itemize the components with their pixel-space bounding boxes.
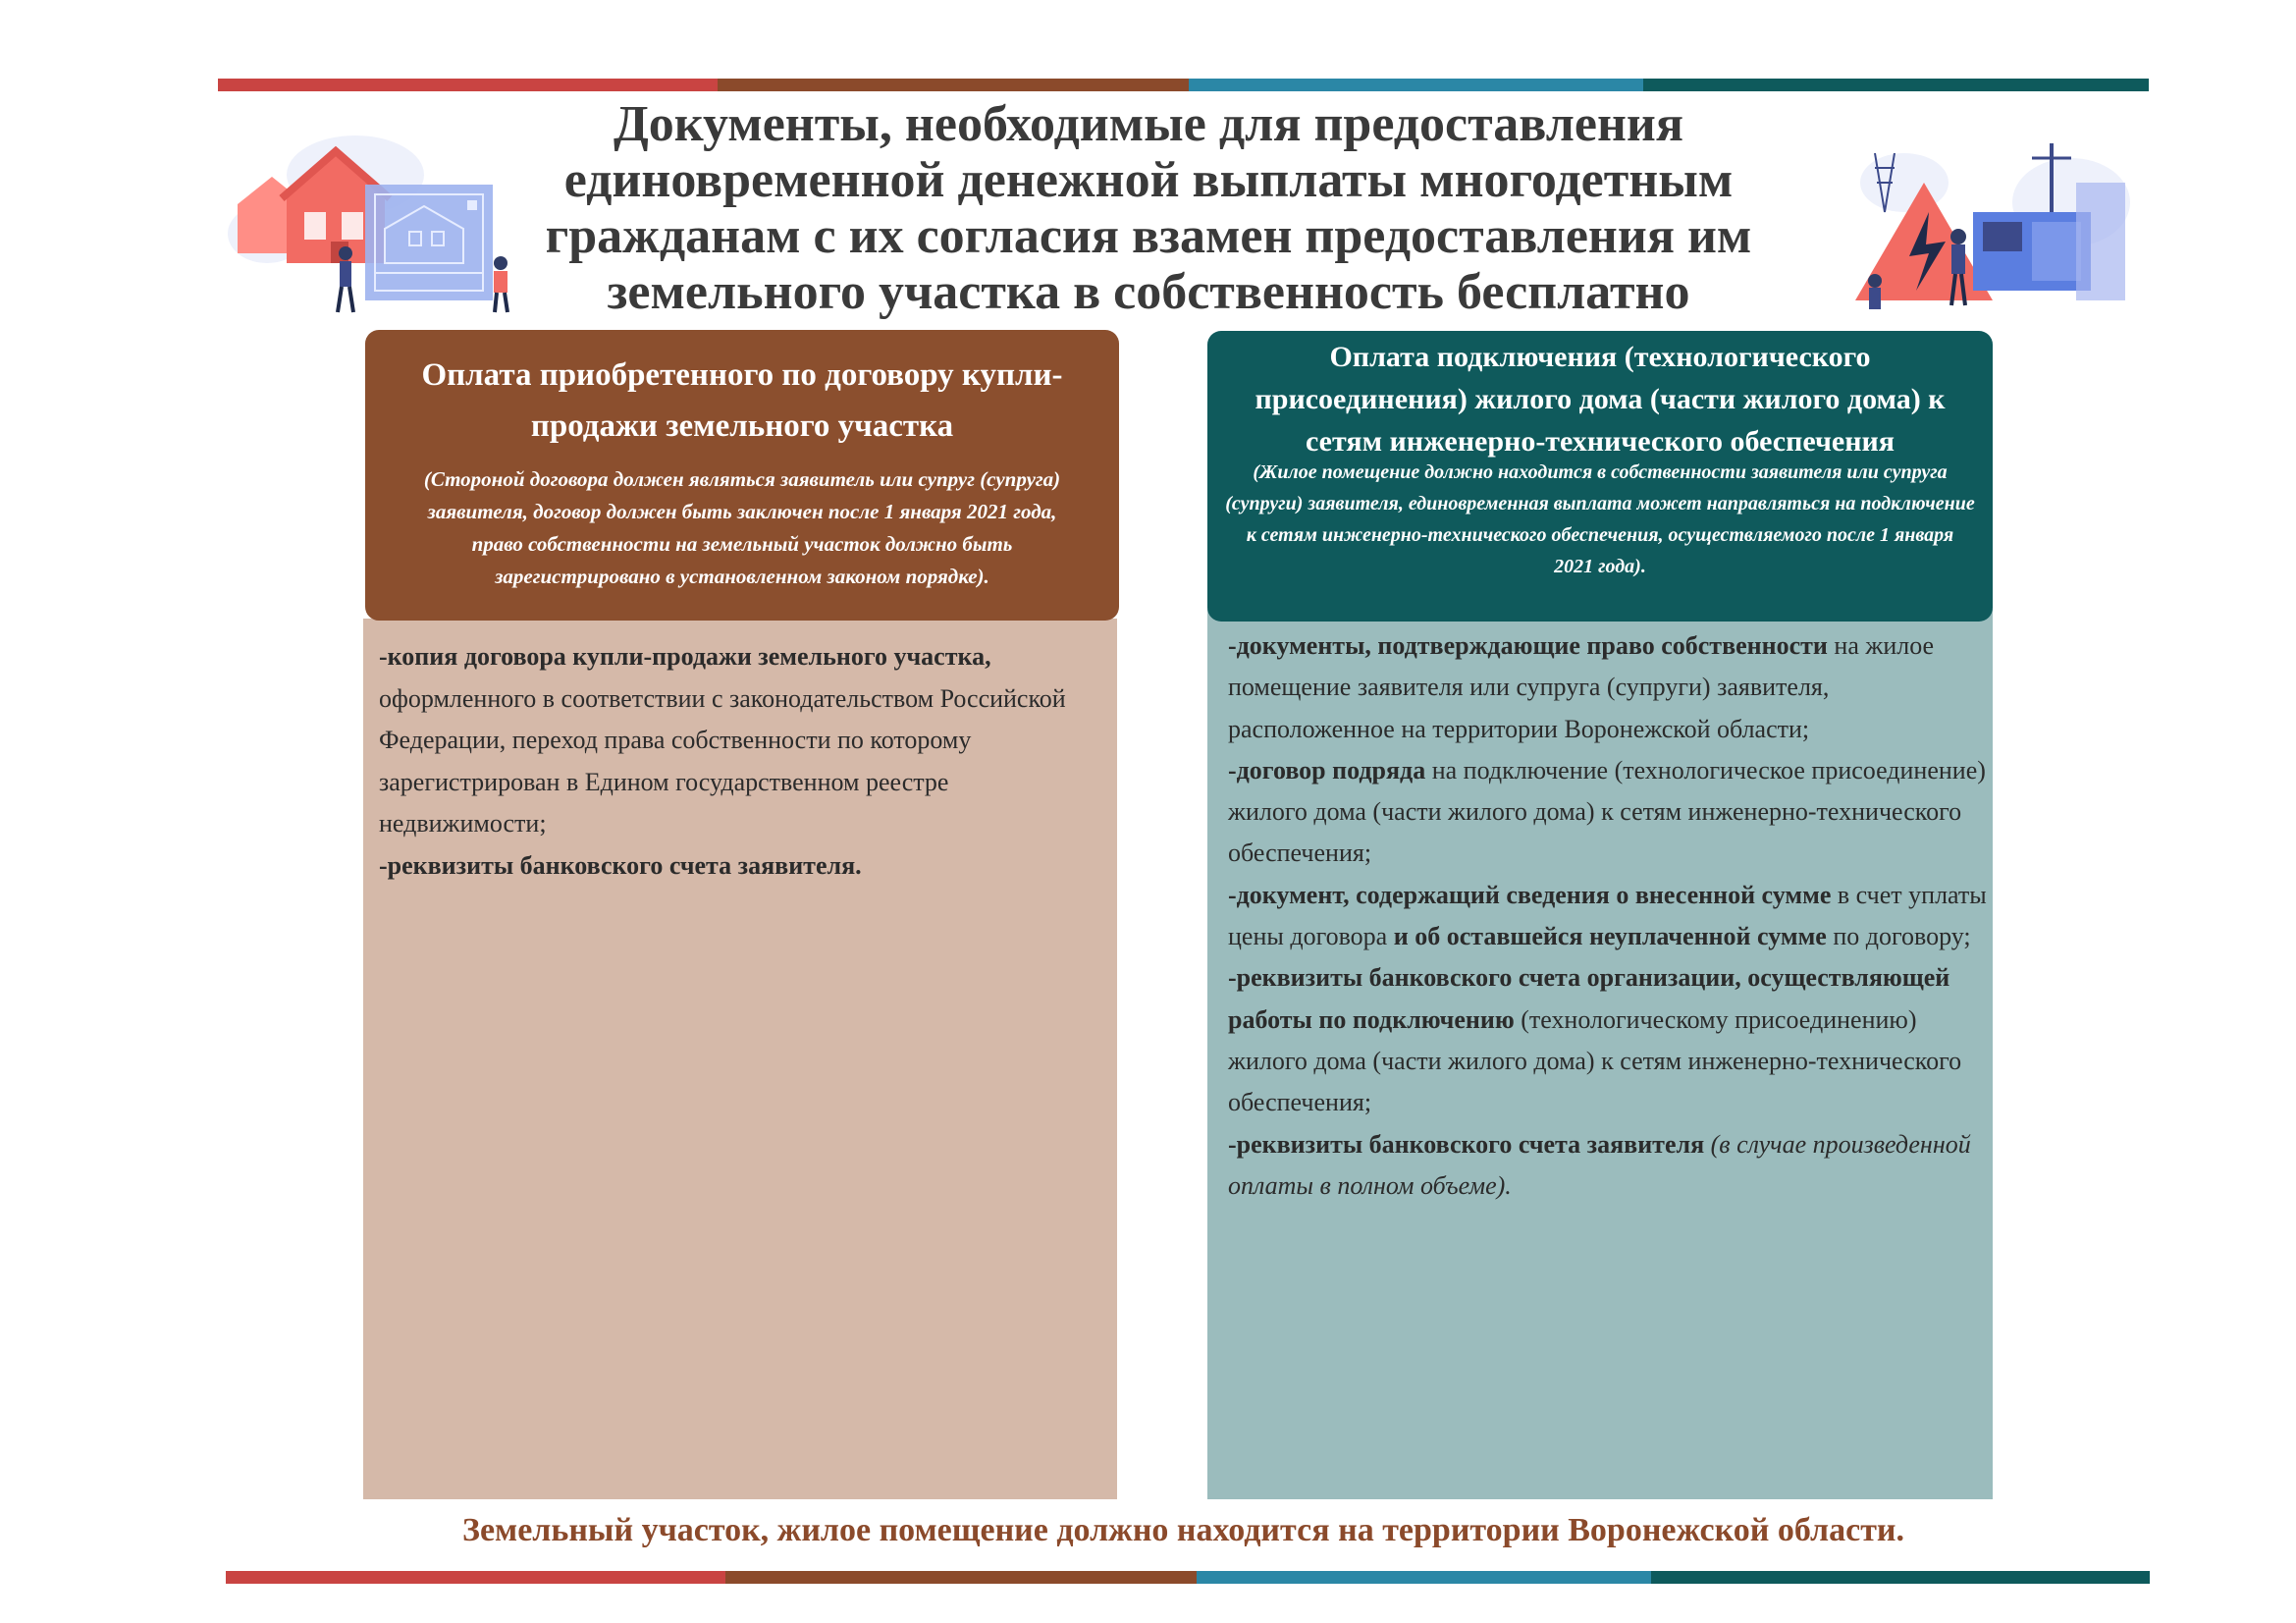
house-connection-title: Оплата подключения (технологического присоединения) жилого дома (части жилого дома) к сетям инженерно-технического обеспечения <box>1255 341 1946 458</box>
list-item: -договор подряда на подключение (технологическое присоединение) жилого дома (части жилого дома) к сетям инженерно-технического обеспечения; <box>1228 755 1986 868</box>
list-item: -реквизиты банковского счета организации, осуществляющей работы по подключению (технологическому присоединению) жилого дома (части жилого дома) к сетям инженерно-технического обеспечения; <box>1228 963 1962 1117</box>
page-title: Документы, необходимые для предоставления единовременной денежной выплаты многодетным гражданам с их согласия взамен предоставления им земельного участка в собственность бесплатно <box>545 96 1752 320</box>
list-item: -копия договора купли-продажи земельного участка, оформленного в соответствии с законодательством Российской Федерации, переход права собственности по которому зарегистрирован в Едином государственном реестре недвижимости; <box>379 642 1066 838</box>
top-color-stripe <box>218 79 2149 91</box>
list-item: -реквизиты банковского счета заявителя (в случае произведенной оплаты в полном объеме). <box>1228 1129 1971 1200</box>
bottom-color-stripe <box>226 1571 2150 1584</box>
land-purchase-header <box>365 330 1119 621</box>
land-purchase-title: Оплата приобретенного по договору купли-продажи земельного участка <box>421 357 1063 444</box>
list-item: -документы, подтверждающие право собственности на жилое помещение заявителя или супруга (супруги) заявителя, расположенное на территории Воронежской области; <box>1228 631 1935 743</box>
house-connection-header <box>1207 331 1993 622</box>
land-purchase-documents <box>379 636 1110 887</box>
electric-connection-illustration <box>1845 143 2130 312</box>
house-connection-note: (Жилое помещение должно находится в собственности заявителя или супруга (супруги) заявителя, единовременная выплата может направляться на подключение к сетям инженерно-технического обеспечения, осуществляемого после 1 января 2021 года). <box>1225 461 1975 577</box>
footer-note: Земельный участок, жилое помещение должно находится на территории Воронежской области. <box>462 1512 1904 1548</box>
list-item: -реквизиты банковского счета заявителя. <box>379 850 862 880</box>
house-connection-documents <box>1228 625 1989 1207</box>
land-purchase-note: (Стороной договора должен являться заявитель или супруг (супруга) заявителя, договор должен быть заключен после 1 января 2021 года, право собственности на земельный участок должно быть зарегистрировано в установленном законом порядке). <box>423 467 1061 588</box>
list-item: -документ, содержащий сведения о внесенной сумме в счет уплаты цены договора и об оставшейся неуплаченной сумме по договору; <box>1228 880 1987 951</box>
